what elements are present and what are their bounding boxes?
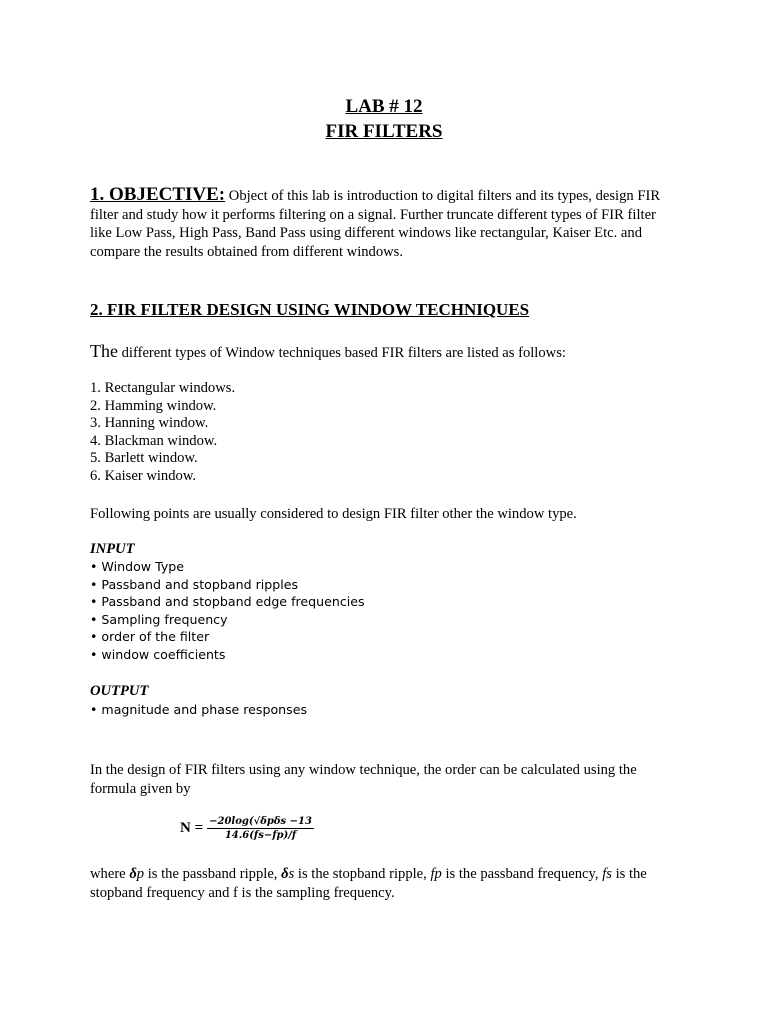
intro-text: different types of Window techniques based FIR filters are listed as follows: xyxy=(117,345,566,361)
formula-lhs: N = xyxy=(180,820,204,836)
where-text: where xyxy=(90,866,130,882)
formula-denominator: 14.6(fs−fp)/f xyxy=(224,830,297,841)
list-item: • Passband and stopband edge frequencies xyxy=(90,594,365,610)
objective-paragraph xyxy=(90,186,680,261)
symbol-fp: fp xyxy=(430,866,442,882)
list-item: • Window Type xyxy=(90,559,185,574)
delta-symbol: δ xyxy=(129,866,137,882)
list-item: 1. Rectangular windows. xyxy=(90,380,236,396)
list-item: • window coefficients xyxy=(90,646,226,662)
where-paragraph xyxy=(90,865,680,902)
list-item: 2. Hamming window. xyxy=(90,397,217,414)
input-list xyxy=(90,558,365,664)
list-item: 4. Blackman window. xyxy=(90,432,218,449)
output-label: OUTPUT xyxy=(90,683,149,699)
following-paragraph: Following points are usually considered to design FIR filter other the window type. xyxy=(90,506,577,522)
objective-heading: 1. OBJECTIVE: xyxy=(90,184,226,205)
list-item: • Sampling frequency xyxy=(90,611,228,627)
where-text: is the stopband ripple, xyxy=(294,866,431,882)
symbol-s: s xyxy=(288,866,295,882)
lab-title: FIR FILTERS xyxy=(325,121,443,142)
list-item: • order of the filter xyxy=(90,629,210,645)
list-item: • magnitude and phase responses xyxy=(90,702,308,717)
where-text: is the passband ripple, xyxy=(144,866,282,882)
output-list xyxy=(90,701,307,719)
formula-fraction xyxy=(207,816,314,841)
order-formula xyxy=(180,816,314,841)
symbol-p: p xyxy=(136,866,145,882)
formula-numerator: −20log(√δpδs −13 xyxy=(209,816,312,827)
list-item: 5. Barlett window. xyxy=(90,450,198,467)
objective-text: Object of this lab is introduction to digital filters and its types, design FIR filter and study how it performs filtering on a signal. Further truncate different types of FIR filter like Low Pass, High Pass, Band Pass using different windows like rectangular, Kaiser Etc. and compare the results obtained from different windows. xyxy=(90,188,661,260)
intro-first-word: The xyxy=(90,341,118,361)
lab-number: LAB # 12 xyxy=(345,96,423,117)
delta-symbol: δ xyxy=(281,866,289,882)
order-paragraph: In the design of FIR filters using any window technique, the order can be calculated using the formula given by xyxy=(90,762,637,797)
list-item: 3. Hanning window. xyxy=(90,415,209,432)
list-item: 6. Kaiser window. xyxy=(90,467,197,484)
section2-heading: 2. FIR FILTER DESIGN USING WINDOW TECHNIQUES xyxy=(90,300,530,319)
section2-intro xyxy=(90,342,680,363)
where-text: is the stopband frequency and f is the sampling frequency. xyxy=(90,866,647,901)
window-types-list xyxy=(90,380,235,486)
list-item: • Passband and stopband ripples xyxy=(90,576,299,592)
input-label: INPUT xyxy=(90,541,135,557)
symbol-fs: fs xyxy=(602,866,612,882)
where-text: is the passband frequency, xyxy=(441,866,603,882)
